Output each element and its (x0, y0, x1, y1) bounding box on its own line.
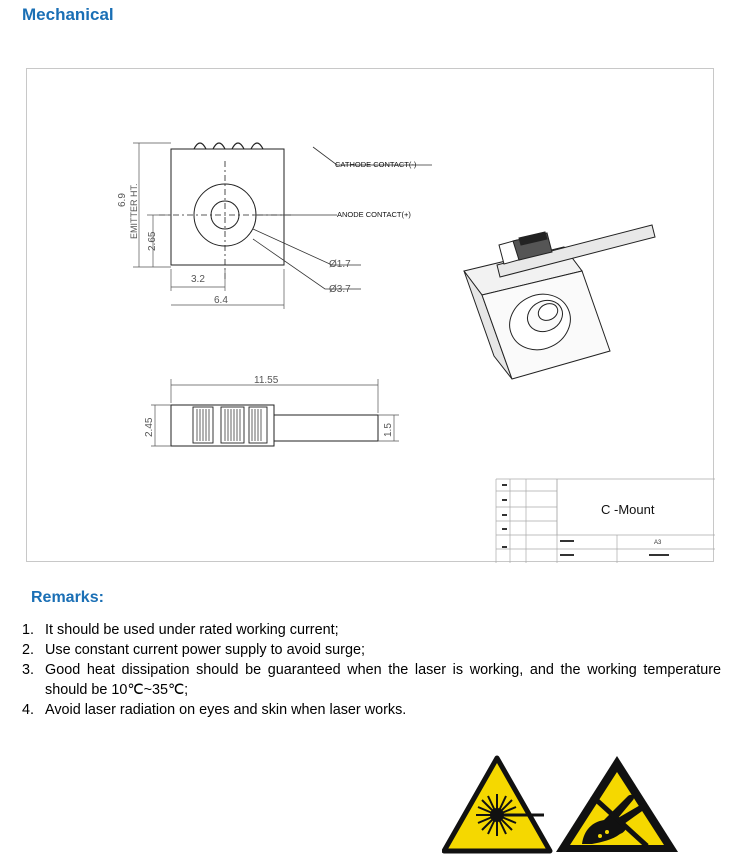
anode-label: ANODE CONTACT(+) (337, 210, 411, 219)
remarks-list (22, 620, 721, 720)
side-fins (193, 407, 267, 443)
side-dimensions (151, 379, 399, 446)
remarks-title: Remarks: (31, 589, 104, 606)
dim-emitter: EMITTER HT. (129, 183, 139, 239)
remark-text: Good heat dissipation should be guaranteed when the laser is working, and the working temperature should be 10℃~35℃; (45, 662, 721, 698)
dim-11.55: 11.55 (254, 375, 279, 386)
dim-2.45: 2.45 (144, 417, 155, 437)
remark-text: It should be used under rated working current; (45, 622, 339, 638)
mechanical-drawing (26, 68, 714, 562)
remark-number: 1. (22, 622, 35, 638)
front-dimensions (133, 143, 284, 309)
title-block-marks (502, 484, 669, 556)
dim-2.65: 2.65 (147, 231, 158, 251)
dim-3.2: 3.2 (191, 274, 205, 285)
dim-d17: Ø1.7 (329, 259, 351, 270)
dim-6.9: 6.9 (117, 193, 128, 207)
dim-6.4: 6.4 (214, 295, 228, 306)
warning-icons-svg (442, 752, 682, 856)
title-block-size: A3 (654, 540, 662, 546)
section-title: Mechanical (22, 5, 114, 24)
remark-number: 2. (22, 642, 35, 658)
dim-1.5: 1.5 (383, 423, 394, 437)
remark-item (22, 660, 721, 700)
remark-item (22, 640, 721, 660)
dim-d37: Ø3.7 (329, 284, 351, 295)
title-block (496, 479, 715, 563)
remark-item (22, 700, 721, 720)
cathode-label: CATHODE CONTACT(-) (335, 160, 417, 169)
drawing-svg (27, 69, 715, 563)
laser-warning-icon (444, 758, 550, 851)
title-block-title: C -Mount (601, 502, 655, 517)
remark-number: 4. (22, 702, 35, 718)
esd-warning-icon (556, 756, 678, 852)
remark-text: Avoid laser radiation on eyes and skin when laser works. (45, 702, 407, 718)
isometric-view (464, 225, 655, 379)
remark-number: 3. (22, 662, 35, 678)
remark-item (22, 620, 721, 640)
remark-text: Use constant current power supply to avoid surge; (45, 642, 365, 658)
front-view (159, 143, 293, 279)
side-view (171, 405, 378, 446)
warning-icons (442, 752, 682, 861)
